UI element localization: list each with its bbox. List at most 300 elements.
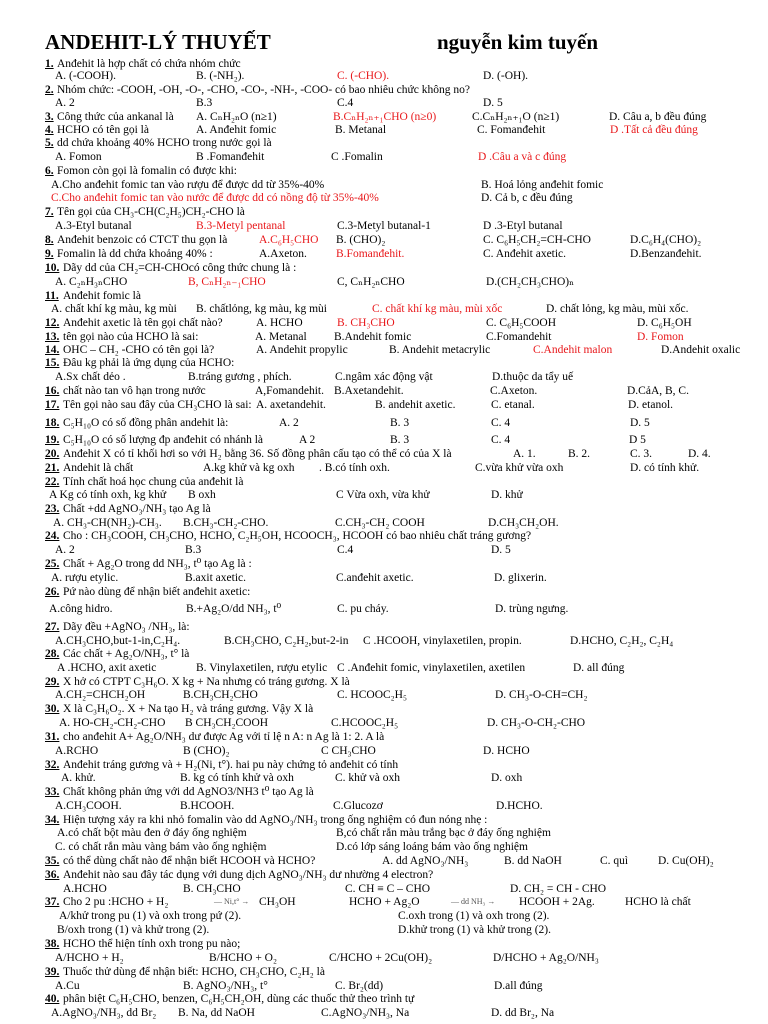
text-segment: D.HCHO. — [496, 800, 543, 812]
text-segment: D. oxh — [491, 772, 523, 784]
answer-option-highlighted: B. CH₃CHO — [337, 317, 395, 329]
text-segment: C₅H₁₀O có số đồng phân andehit là: — [63, 417, 229, 429]
answer-option-highlighted: B.CₙH₂ₙ₊₁CHO (n≥0) — [333, 111, 437, 123]
text-segment: D. CH₂ = CH - CHO — [510, 883, 607, 895]
text-segment: C. Fomanđehit — [477, 124, 546, 136]
text-segment: A 2 — [299, 434, 316, 446]
text-segment: A.CH₂=CHCH₂OH — [55, 689, 146, 701]
text-segment: C.4 — [337, 97, 354, 109]
text-segment: B.HCOOH. — [180, 800, 235, 812]
text-line — [0, 992, 768, 1006]
text-segment: C. khử và oxh — [335, 772, 401, 784]
text-line — [0, 447, 768, 461]
text-segment: C.3-Metyl butanal-1 — [337, 220, 431, 232]
text-line — [0, 854, 768, 868]
text-segment: A.AgNO₃/NH₃, dd Br₂ — [51, 1007, 157, 1019]
text-line — [0, 164, 768, 178]
text-segment: D 5 — [629, 434, 646, 446]
text-line — [0, 83, 768, 97]
question-number: 16. — [45, 385, 60, 397]
text-segment: D. 5 — [630, 417, 650, 429]
text-segment: A. 2 — [55, 544, 75, 556]
text-segment: C CH₃CHO — [321, 745, 376, 757]
text-segment: C₅H₁₀O có số lượng đp anđehit có nhánh là — [63, 434, 264, 446]
question-number: 1. — [45, 58, 54, 70]
question-number: 24. — [45, 530, 60, 542]
text-line — [0, 909, 768, 923]
text-segment: Fomon còn gọi là fomalin có được khi: — [57, 165, 237, 177]
text-segment: Tên gọi nào sau đây của CH₃CHO là sai: — [63, 399, 252, 411]
text-line — [0, 529, 768, 543]
question-number: 8. — [45, 234, 54, 246]
text-line — [0, 247, 768, 261]
text-line — [0, 965, 768, 979]
text-segment: B. Andehit metacrylic — [389, 344, 491, 356]
text-segment: Cho : CH₃COOH, CH₃CHO, HCHO, C₂H₅OH, HCOOCH₃, HCOOH có bao nhiêu chất tráng gương? — [63, 530, 532, 542]
text-segment: Các chất + Ag₂O/NH₃, t° là — [63, 648, 190, 660]
text-segment: A.có chất bột màu đen ở đáy ống nghiệm — [57, 827, 247, 839]
text-line — [0, 475, 768, 489]
text-segment: Tính chất hoá học chung của anđehit là — [63, 476, 244, 488]
text-line — [0, 461, 768, 475]
text-line — [0, 516, 768, 530]
text-segment: tên gọi nào của HCHO là sai: — [63, 331, 199, 343]
text-segment: B.CH₃CHO, C₂H₂,but-2-in — [224, 635, 349, 647]
text-segment: CH₃OH — [259, 896, 296, 908]
question-number: 19. — [45, 434, 60, 446]
text-segment: A. dd AgNO₃/NH₃ — [382, 855, 469, 867]
question-number: 28. — [45, 648, 60, 660]
text-segment: C.HCOOC₂H₅ — [331, 717, 399, 729]
text-segment: B.Axetandehit. — [334, 385, 404, 397]
question-number: 5. — [45, 137, 54, 149]
text-line — [0, 330, 768, 344]
question-number: 31. — [45, 731, 60, 743]
text-segment: D. dd Br₂, Na — [491, 1007, 555, 1019]
text-line — [0, 702, 768, 716]
text-segment: B. 2. — [568, 448, 591, 460]
text-segment: C. CH ≡ C – CHO — [345, 883, 431, 895]
text-segment: Anđehit benzoic có CTCT thu gọn là — [57, 234, 228, 246]
text-line — [0, 356, 768, 370]
text-segment: D. khử — [491, 489, 523, 501]
text-line — [0, 219, 768, 233]
text-segment: D. all đúng — [573, 662, 625, 674]
answer-option-highlighted: B, CₙH₂ₙ₋₁CHO — [188, 276, 266, 288]
text-segment: D.thuộc da tẩy uế — [492, 371, 574, 383]
answer-option-highlighted: A.C₆H₅CHO — [259, 234, 319, 246]
text-line — [0, 261, 768, 275]
text-segment: C. Br₂(dd) — [335, 980, 384, 992]
question-number: 22. — [45, 476, 60, 488]
text-segment: A.CH₃COOH. — [55, 800, 122, 812]
text-line — [0, 826, 768, 840]
text-segment: Dãy dd của CH₂=CH-CHOcó công thức chung là : — [63, 262, 297, 274]
text-segment: A.Cu — [55, 980, 80, 992]
text-segment: C.Axeton. — [490, 385, 538, 397]
text-segment: D.all đúng — [494, 980, 543, 992]
text-line — [0, 602, 768, 616]
text-segment: B. dd NaOH — [504, 855, 562, 867]
question-number: 30. — [45, 703, 60, 715]
text-segment: A.HCHO — [63, 883, 107, 895]
text-line — [0, 110, 768, 124]
text-segment: có thể dùng chất nào để nhận biết HCOOH và HCHO? — [63, 855, 316, 867]
answer-option-highlighted: D. Fomon — [637, 331, 684, 343]
text-segment: B. 3 — [390, 434, 410, 446]
text-segment: Công thức của ankanal là — [57, 111, 174, 123]
text-segment: Anđehit là hợp chất có chứa nhóm chức — [57, 58, 241, 70]
text-line — [0, 716, 768, 730]
text-segment: C.vừa khử vừa oxh — [475, 462, 564, 474]
text-segment: B.CH₃CH₂CHO — [183, 689, 258, 701]
text-segment: Nhóm chức: -COOH, -OH, -O-, -CHO, -CO-, -NH-, -COO- có bao nhiêu chức không no? — [57, 84, 470, 96]
text-segment: A. chất khí kg màu, kg mùi — [51, 303, 177, 315]
text-line — [0, 557, 768, 571]
text-segment: — dd NH₃ → — [451, 897, 496, 906]
text-line — [0, 275, 768, 289]
text-segment: A.Axeton. — [259, 248, 307, 260]
text-segment: HCHO có tên gọi là — [57, 124, 149, 136]
text-segment: B. Hoá lỏng anđehit fomic — [481, 179, 604, 191]
text-segment: C.Glucozơ — [333, 800, 383, 812]
text-segment: Anđehit X có tỉ khối hơi so với H₂ bằng 36. Số đồng phân cấu tạo có thể có của X là — [63, 448, 452, 460]
text-segment: A. 2 — [55, 97, 75, 109]
text-line — [0, 979, 768, 993]
answer-option-highlighted: C.Cho anđehit fomic tan vào nước để được dd có nồng độ từ 35%-40% — [51, 192, 379, 204]
text-segment: C Vừa oxh, vừa khử — [336, 489, 430, 501]
text-segment: A. HCHO — [256, 317, 303, 329]
text-segment: D. (-OH). — [483, 70, 529, 82]
text-segment: D. Câu a, b đều đúng — [609, 111, 707, 123]
answer-option-highlighted: D .Câu a và c đúng — [478, 151, 567, 163]
text-segment: C, CₙH₂ₙCHO — [337, 276, 405, 288]
text-segment: D. CH₃-O-CH₂-CHO — [487, 717, 586, 729]
answer-option-highlighted: B.3-Metyl pentanal — [196, 220, 286, 232]
text-segment: D.có lớp sáng loáng bám vào ống nghiệm — [336, 841, 528, 853]
text-segment: B/oxh trong (1) và khử trong (2). — [57, 924, 210, 936]
text-segment: D.Benzanđehit. — [630, 248, 702, 260]
question-number: 12. — [45, 317, 60, 329]
text-segment: B CH₃CH₂COOH — [185, 717, 269, 729]
text-line — [0, 951, 768, 965]
text-segment: C .Fomalin — [331, 151, 383, 163]
text-segment: B (CHO)₂ — [183, 745, 230, 757]
question-number: 7. — [45, 206, 54, 218]
text-segment: C.anđehit axetic. — [336, 572, 414, 584]
text-segment: D. C₆H₅OH — [637, 317, 692, 329]
question-number: 3. — [45, 111, 54, 123]
question-number: 35. — [45, 855, 60, 867]
text-line — [0, 799, 768, 813]
text-segment: A. CH₃-CH(NH₂)-CH₃. — [53, 517, 162, 529]
text-segment: Pứ nào dùng để nhận biết anđehit axetic: — [63, 586, 251, 598]
text-segment: D. glixerin. — [494, 572, 547, 584]
text-segment: Andehit là chất — [63, 462, 134, 474]
text-segment: Anđehit tráng gương và + H₂(Ni, t°). hai pu này chứng tỏ anđehit có tính — [63, 759, 399, 771]
text-line — [0, 233, 768, 247]
text-segment: C. Anđehit axetic. — [483, 248, 567, 260]
question-number: 6. — [45, 165, 54, 177]
text-segment: OHC – CH₂ -CHO có tên gọi là? — [63, 344, 215, 356]
text-segment: C. 4 — [491, 434, 511, 446]
text-line — [0, 868, 768, 882]
text-segment: D. 5 — [491, 544, 511, 556]
text-segment: B. AgNO₃/NH₃, t° — [183, 980, 268, 992]
text-segment: HCHO + Ag₂O — [349, 896, 420, 908]
text-segment: Anđehit fomic là — [63, 290, 141, 302]
question-number: 32. — [45, 759, 60, 771]
text-segment: B.CH₃-CH₂-CHO. — [183, 517, 269, 529]
text-segment: Chất không phản ứng với dd AgNO3/NH3 t⁰ tạo Ag là — [63, 786, 314, 798]
text-segment: C.CₙH₂ₙ₊₁O (n≥1) — [472, 111, 560, 123]
text-segment: C. có chất rắn màu vàng bám vào ống nghiệm — [55, 841, 267, 853]
question-number: 26. — [45, 586, 60, 598]
question-number: 23. — [45, 503, 60, 515]
text-segment: Đâu kg phải là ứng dụng của HCHO: — [63, 357, 235, 369]
text-segment: Fomalin là dd chứa khoảng 40% : — [57, 248, 213, 260]
text-segment: A. CₙH₂ₙO (n≥1) — [196, 111, 277, 123]
text-line — [0, 895, 768, 909]
answer-option-highlighted: C. (-CHO). — [337, 70, 390, 82]
text-segment: D. có tính khử. — [630, 462, 700, 474]
question-number: 2. — [45, 84, 54, 96]
text-segment: C/HCHO + 2Cu(OH)₂ — [329, 952, 433, 964]
text-segment: A. axetandehit. — [256, 399, 326, 411]
text-segment: D.Andehit oxalic — [661, 344, 741, 356]
text-segment: D.CảA, B, C. — [627, 385, 689, 397]
text-line — [0, 813, 768, 827]
text-segment: C. pu cháy. — [337, 603, 389, 615]
question-number: 15. — [45, 357, 60, 369]
text-segment: C.ngâm xác động vật — [335, 371, 433, 383]
question-number: 21. — [45, 462, 60, 474]
text-line — [0, 370, 768, 384]
text-segment: A. 2 — [279, 417, 299, 429]
text-segment: A/khử trong pu (1) và oxh trong pứ (2). — [59, 910, 242, 922]
text-segment: B.axit axetic. — [185, 572, 246, 584]
text-line — [0, 585, 768, 599]
text-line — [0, 882, 768, 896]
text-segment: B.3 — [196, 97, 213, 109]
text-segment: A,Fomandehit. — [255, 385, 324, 397]
question-number: 39. — [45, 966, 60, 978]
text-segment: D.khử trong (1) và khử trong (2). — [398, 924, 551, 936]
text-segment: B. (-NH₂). — [196, 70, 245, 82]
question-number: 40. — [45, 993, 60, 1005]
text-segment: D. 5 — [483, 97, 503, 109]
text-segment: B. kg có tính khử và oxh — [180, 772, 294, 784]
text-line — [0, 69, 768, 83]
text-segment: A.3-Etyl butanal — [55, 220, 132, 232]
text-line — [0, 416, 768, 430]
question-number: 38. — [45, 938, 60, 950]
question-number: 37. — [45, 896, 60, 908]
text-line — [0, 384, 768, 398]
text-segment: A. Andehit propylic — [256, 344, 348, 356]
text-segment: A. Fomon — [55, 151, 102, 163]
text-segment: D. Cu(OH)₂ — [658, 855, 714, 867]
question-number: 17. — [45, 399, 60, 411]
answer-option-highlighted: B.Fomanđehit. — [336, 248, 405, 260]
question-number: 9. — [45, 248, 54, 260]
text-segment: B oxh — [188, 489, 216, 501]
text-segment: C. C₆H₅COOH — [486, 317, 556, 329]
text-segment: A. khử. — [61, 772, 96, 784]
author-name: nguyễn kim tuyến — [437, 30, 599, 54]
text-segment: phân biệt C₆H₅CHO, benzen, C₆H₅CH₂OH, dùng các thuốc thử theo trình tự — [63, 993, 415, 1005]
text-line — [0, 730, 768, 744]
text-line — [0, 744, 768, 758]
document-title: ANDEHIT-LÝ THUYẾT — [45, 30, 271, 54]
text-segment: D.C₆H₄(CHO)₂ — [630, 234, 702, 246]
text-segment: D.CH₃CH₂OH. — [488, 517, 559, 529]
text-segment: C .HCOOH, vinylaxetilen, propin. — [363, 635, 522, 647]
text-line — [0, 688, 768, 702]
text-segment: HCHO là chất — [625, 896, 691, 908]
question-number: 11. — [45, 290, 59, 302]
text-segment: C.4 — [337, 544, 354, 556]
text-segment: D. HCHO — [483, 745, 530, 757]
text-segment: A/HCHO + H₂ — [55, 952, 124, 964]
text-segment: Anđehit axetic là tên gọi chất nào? — [63, 317, 223, 329]
text-line — [0, 302, 768, 316]
question-number: 25. — [45, 558, 60, 570]
text-segment: B. chấtlỏng, kg màu, kg mùi — [196, 303, 327, 315]
text-line — [0, 634, 768, 648]
text-segment: chất nào tan vô hạn trong nước — [63, 385, 206, 397]
text-line — [0, 433, 768, 447]
text-segment: B .Fomanđehit — [196, 151, 265, 163]
text-segment: C. 4 — [491, 417, 511, 429]
text-line — [0, 620, 768, 634]
text-segment: A Kg có tính oxh, kg khử — [49, 489, 167, 501]
text-segment: C.Fomandehit — [486, 331, 552, 343]
text-segment: D .3-Etyl butanal — [483, 220, 563, 232]
text-segment: A.kg khử và kg oxh — [203, 462, 295, 474]
text-segment: D. trùng ngưng. — [495, 603, 569, 615]
text-segment: B. CH₃CHO — [183, 883, 241, 895]
text-segment: D.(CH₂CH₃CHO)ₙ — [486, 276, 575, 288]
text-segment: D. Cả b, c đều đúng — [481, 192, 573, 204]
question-number: 13. — [45, 331, 60, 343]
text-segment: B/HCHO + O₂ — [209, 952, 278, 964]
text-line — [0, 398, 768, 412]
text-segment: Chất + Ag₂O trong dd NH₃, t⁰ tạo Ag là : — [63, 558, 252, 570]
text-segment: X hở có CTPT C₃H₆O. X kg + Na nhưng có tráng gương. X là — [63, 676, 350, 688]
text-segment: C. etanal. — [491, 399, 535, 411]
text-segment: . B.có tính oxh. — [319, 462, 390, 474]
text-line — [0, 343, 768, 357]
text-segment: Tên gọi của CH₃-CH(C₂H₅)CH₂-CHO là — [57, 206, 245, 218]
text-line — [0, 840, 768, 854]
text-segment: A. 1. — [513, 448, 536, 460]
text-line — [0, 661, 768, 675]
text-segment: Chất +dd AgNO₃/NH₃ tạo Ag là — [63, 503, 211, 515]
text-segment: A.Sx chất dẻo . — [55, 371, 126, 383]
text-segment: C. quì — [600, 855, 629, 867]
text-segment: Thuốc thử dùng để nhận biết: HCHO, CH₃CHO, C₂H₂ là — [63, 966, 325, 978]
text-line — [0, 502, 768, 516]
text-segment: D.HCHO, C₂H₂, C₂H₄ — [570, 635, 674, 647]
text-line — [0, 289, 768, 303]
text-segment: B. Vinylaxetilen, rượu etylic — [196, 662, 328, 674]
text-segment: A.CH₃CHO,but-1-in,C₂H₄. — [55, 635, 181, 647]
text-segment: Hiện tượng xảy ra khi nhỏ fomalin vào dd AgNO₃/NH₃ trong ống nghiệm có đun nóng nhẹ : — [63, 814, 488, 826]
question-number: 20. — [45, 448, 60, 460]
text-segment: C. C₆H₅CH₂=CH-CHO — [483, 234, 591, 246]
text-segment: C.AgNO₃/NH₃, Na — [321, 1007, 410, 1019]
text-segment: B. Metanal — [335, 124, 387, 136]
question-number: 36. — [45, 869, 60, 881]
text-segment: A. Metanal — [255, 331, 307, 343]
text-line — [0, 923, 768, 937]
text-segment: A.Cho anđehit fomic tan vào rượu để được dd từ 35%-40% — [51, 179, 325, 191]
text-segment: D. CH₃-O-CH=CH₂ — [495, 689, 588, 701]
question-number: 4. — [45, 124, 54, 136]
text-segment: A. (-COOH). — [55, 70, 117, 82]
text-segment: A. rượu etylic. — [51, 572, 119, 584]
question-number: 18. — [45, 417, 60, 429]
text-segment: C. HCOOC₂H₅ — [337, 689, 407, 701]
text-segment: X là C₃H₆O₂. X + Na tạo H₂ và tráng gương. Vậy X là — [63, 703, 314, 715]
text-segment: D. chất lỏng, kg màu, mùi xốc. — [546, 303, 689, 315]
question-number: 10. — [45, 262, 60, 274]
text-segment: D. etanol. — [628, 399, 674, 411]
answer-option-highlighted: C.Andehit malon — [533, 344, 613, 356]
question-number: 33. — [45, 786, 60, 798]
text-segment: A .HCHO, axit axetic — [57, 662, 157, 674]
text-line — [0, 96, 768, 110]
text-segment: C.CH₃-CH₂ COOH — [335, 517, 425, 529]
text-segment: B. (CHO)₂ — [336, 234, 386, 246]
text-segment: B. andehit axetic. — [375, 399, 456, 411]
text-segment: B.+Ag₂O/dd NH₃, t⁰ — [186, 603, 282, 615]
text-segment: HCOOH + 2Ag. — [519, 896, 595, 908]
text-segment: A.công hidro. — [49, 603, 113, 615]
text-segment: B. 3 — [390, 417, 410, 429]
text-segment: C.oxh trong (1) và oxh trong (2). — [398, 910, 550, 922]
question-number: 27. — [45, 621, 60, 633]
text-segment: C .Anđehit fomic, vinylaxetilen, axetilen — [337, 662, 526, 674]
text-segment: HCHO thể hiện tính oxh trong pu nào; — [63, 938, 241, 950]
text-line — [0, 758, 768, 772]
text-line — [0, 150, 768, 164]
text-segment: D. 4. — [688, 448, 711, 460]
text-segment: B.Andehit fomic — [334, 331, 412, 343]
text-line — [0, 123, 768, 137]
text-line — [0, 675, 768, 689]
text-line — [0, 937, 768, 951]
text-segment: C. 3. — [630, 448, 653, 460]
text-line — [0, 543, 768, 557]
text-segment: A. Anđehit fomic — [196, 124, 277, 136]
text-segment: Cho 2 pu :HCHO + H₂ — [63, 896, 169, 908]
text-segment: A.RCHO — [55, 745, 99, 757]
answer-option-highlighted: C. chất khí kg màu, mùi xốc — [372, 303, 503, 315]
text-line — [0, 136, 768, 150]
text-segment: B.3 — [185, 544, 202, 556]
answer-option-highlighted: D .Tất cả đều đúng — [610, 124, 698, 136]
text-line — [0, 205, 768, 219]
text-line — [0, 785, 768, 799]
question-number: 14. — [45, 344, 60, 356]
text-segment: cho anđehit A+ Ag₂O/NH₃ dư được Ag với tỉ lệ n A: n Ag là 1: 2. A là — [63, 731, 385, 743]
text-segment: B.tráng gương , phích. — [188, 371, 292, 383]
text-line — [0, 771, 768, 785]
text-segment: D/HCHO + Ag₂O/NH₃ — [493, 952, 599, 964]
question-number: 34. — [45, 814, 60, 826]
